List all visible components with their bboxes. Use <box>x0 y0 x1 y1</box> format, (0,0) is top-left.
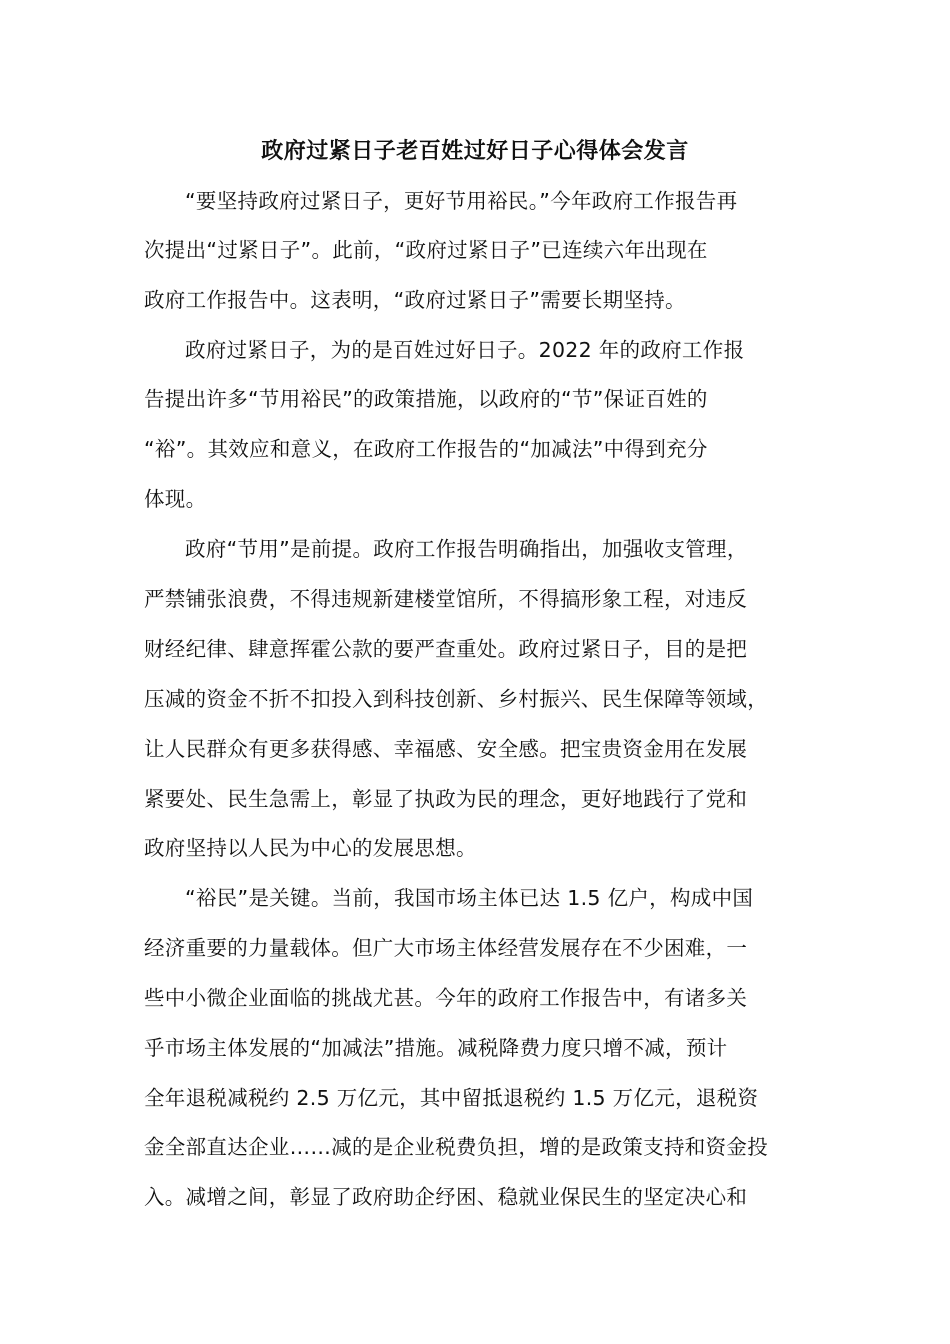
paragraph-4-line-5: 全年退税减税约 2.5 万亿元，其中留抵退税约 1.5 万亿元，退税资 <box>144 1086 759 1110</box>
paragraph-3-line-5: 让人民群众有更多获得感、幸福感、安全感。把宝贵资金用在发展 <box>144 737 748 761</box>
paragraph-4-line-7: 入。减增之间，彰显了政府助企纾困、稳就业保民生的坚定决心和 <box>144 1185 748 1209</box>
paragraph-1-line-3: 政府工作报告中。这表明，“政府过紧日子”需要长期坚持。 <box>144 288 686 312</box>
paragraph-4-line-2: 经济重要的力量载体。但广大市场主体经营发展存在不少困难，一 <box>144 936 748 960</box>
paragraph-3-line-1: 政府“节用”是前提。政府工作报告明确指出，加强收支管理， <box>185 537 748 561</box>
paragraph-3-line-7: 政府坚持以人民为中心的发展思想。 <box>144 836 477 860</box>
paragraph-3-line-6: 紧要处、民生急需上，彰显了执政为民的理念，更好地践行了党和 <box>144 787 748 811</box>
paragraph-4-line-6: 金全部直达企业……减的是企业税费负担，增的是政策支持和资金投 <box>144 1135 768 1159</box>
paragraph-4-line-4: 乎市场主体发展的“加减法”措施。减税降费力度只增不减，预计 <box>144 1036 728 1060</box>
paragraph-1-line-2: 次提出“过紧日子”。此前，“政府过紧日子”已连续六年出现在 <box>144 238 708 262</box>
paragraph-3-line-2: 严禁铺张浪费，不得违规新建楼堂馆所，不得搞形象工程，对违反 <box>144 587 748 611</box>
paragraph-2-line-4: 体现。 <box>144 487 207 511</box>
paragraph-2-line-3: “裕”。其效应和意义，在政府工作报告的“加减法”中得到充分 <box>144 437 708 461</box>
paragraph-4-line-3: 些中小微企业面临的挑战尤甚。今年的政府工作报告中，有诸多关 <box>144 986 748 1010</box>
paragraph-3-line-4: 压减的资金不折不扣投入到科技创新、乡村振兴、民生保障等领域， <box>144 687 768 711</box>
document-title: 政府过紧日子老百姓过好日子心得体会发言 <box>261 139 689 164</box>
paragraph-2-line-2: 告提出许多“节用裕民”的政策措施，以政府的“节”保证百姓的 <box>144 387 708 411</box>
paragraph-2-line-1: 政府过紧日子，为的是百姓过好日子。2022 年的政府工作报 <box>185 338 745 362</box>
paragraph-1-line-1: “要坚持政府过紧日子，更好节用裕民。”今年政府工作报告再 <box>185 189 738 213</box>
paragraph-4-line-1: “裕民”是关键。当前，我国市场主体已达 1.5 亿户，构成中国 <box>185 886 754 910</box>
paragraph-3-line-3: 财经纪律、肆意挥霍公款的要严查重处。政府过紧日子，目的是把 <box>144 637 748 661</box>
